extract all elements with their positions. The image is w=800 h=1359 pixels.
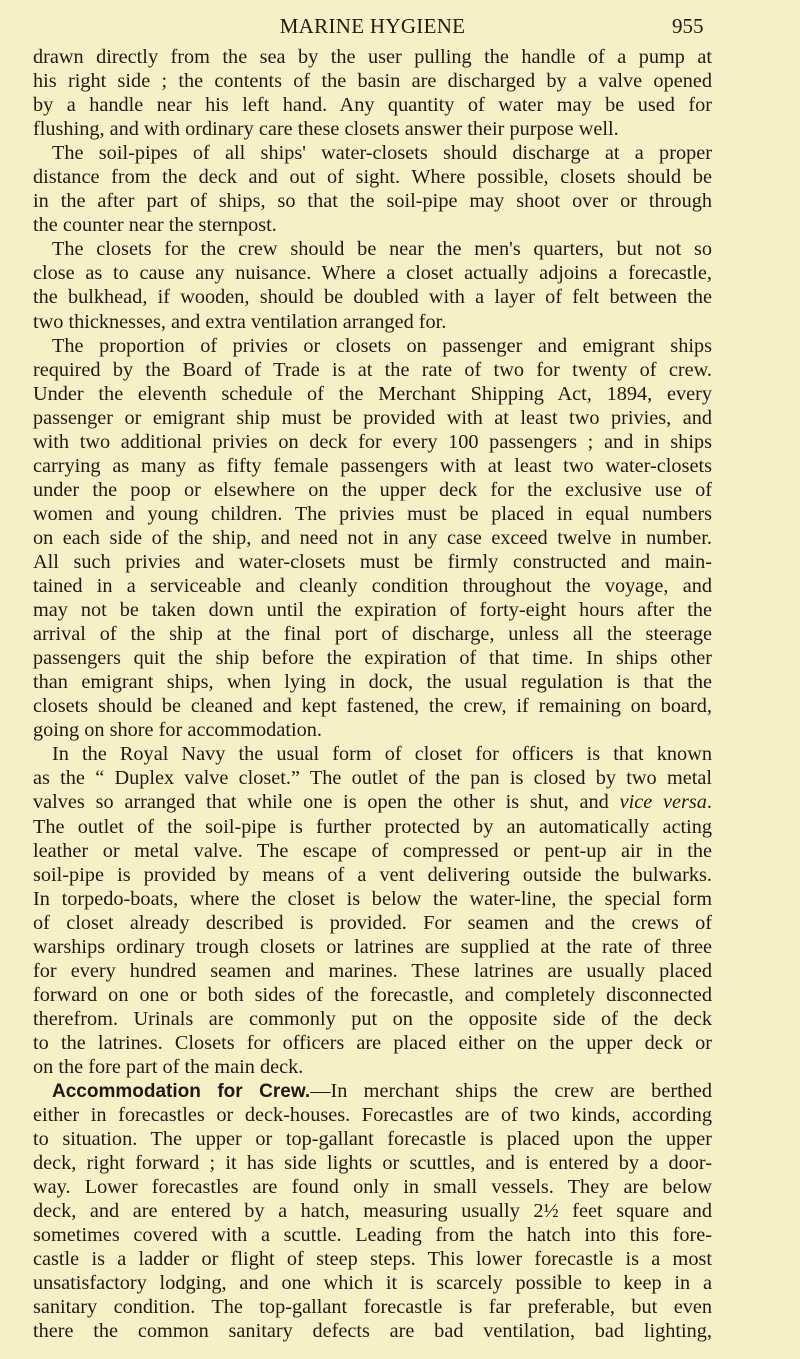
text-line: for every hundred seamen and marines. These latrines are usually placed: [33, 959, 712, 982]
paragraph: [33, 45, 712, 141]
text-line: In the Royal Navy the usual form of closet for officers is that known: [52, 743, 712, 766]
running-title: MARINE HYGIENE: [279, 14, 466, 38]
text-line: deck, right forward ; it has side lights or scuttles, and is entered by a door-: [33, 1152, 712, 1175]
text-line: The outlet of the soil-pipe is further protected by an automatically acting: [33, 815, 712, 838]
text-line: on the fore part of the main deck.: [33, 1055, 304, 1078]
text-line: way. Lower forecastles are found only in small vessels. They are below: [33, 1176, 712, 1199]
italic-text: vice versa: [619, 791, 707, 814]
text-line: sometimes covered with a scuttle. Leading from the hatch into this fore-: [33, 1224, 712, 1247]
text-line: deck, and are entered by a hatch, measuring usually 2½ feet square and: [33, 1200, 712, 1223]
text-line: by a handle near his left hand. Any quantity of water may be used for: [33, 94, 712, 117]
text-line: soil-pipe is provided by means of a vent delivering outside the bulwarks.: [33, 863, 712, 886]
text-line: to situation. The upper or top-gallant forecastle is placed upon the upper: [33, 1128, 712, 1151]
text-line: to the latrines. Closets for officers are placed either on the upper deck or: [33, 1031, 712, 1054]
text-line: In torpedo-boats, where the closet is below the water-line, the special form: [33, 887, 712, 910]
text-line: under the poop or elsewhere on the upper deck for the exclusive use of: [33, 478, 712, 501]
text-line: flushing, and with ordinary care these closets answer their purpose well.: [33, 118, 619, 141]
text-line: may not be taken down until the expiration of forty-eight hours after the: [33, 599, 712, 622]
text-line: The soil-pipes of all ships' water-closets should discharge at a proper: [52, 142, 712, 165]
text-line: on each side of the ship, and need not in any case exceed twelve in number.: [33, 526, 712, 549]
text-line: unsatisfactory lodging, and one which it is scarcely possible to keep in a: [33, 1272, 712, 1295]
paragraph: [33, 237, 712, 333]
text-line: arrival of the ship at the final port of discharge, unless all the steerage: [33, 623, 712, 646]
text-line: his right side ; the contents of the basin are discharged by a valve opened: [33, 70, 712, 93]
text-segment: .: [706, 791, 712, 814]
text-line: two thicknesses, and extra ventilation arranged for.: [33, 310, 447, 333]
text-line: sanitary condition. The top-gallant forecastle is far preferable, but even: [33, 1296, 712, 1319]
paragraph: [33, 1079, 712, 1344]
text-line: passenger or emigrant ship must be provided with at least two privies, and: [33, 406, 712, 429]
text-line: either in forecastles or deck-houses. Forecastles are of two kinds, according: [33, 1104, 712, 1127]
text-line: with two additional privies on deck for every 100 passengers ; and in ships: [33, 430, 712, 453]
section-heading: Accommodation for Crew.: [52, 1081, 311, 1103]
text-line: [33, 790, 712, 814]
text-line: passengers quit the ship before the expiration of that time. In ships other: [33, 647, 712, 670]
text-line: drawn directly from the sea by the user pulling the handle of a pump at: [33, 46, 712, 68]
text-line: close as to cause any nuisance. Where a closet actually adjoins a forecastle,: [33, 262, 712, 285]
text-line: as the “ Duplex valve closet.” The outlet of the pan is closed by two metal: [33, 767, 712, 790]
text-line: tained in a serviceable and cleanly condition throughout the voyage, and: [33, 575, 712, 598]
text-line: going on shore for accommodation.: [33, 719, 322, 742]
text-segment: —In merchant ships the crew are berthed: [310, 1080, 712, 1103]
running-header: [0, 14, 800, 40]
text-line: in the after part of ships, so that the soil-pipe may shoot over or through: [33, 190, 712, 213]
text-line: than emigrant ships, when lying in dock, the usual regulation is that the: [33, 671, 712, 694]
text-line: there the common sanitary defects are bad ventilation, bad lighting,: [33, 1320, 712, 1343]
text-line: warships ordinary trough closets or latrines are supplied at the rate of three: [33, 935, 712, 958]
text-line: the bulkhead, if wooden, should be doubled with a layer of felt between the: [33, 286, 712, 309]
body-text: [33, 45, 712, 1344]
paragraph: [33, 742, 712, 1079]
text-line: The closets for the crew should be near the men's quarters, but not so: [52, 238, 712, 261]
paragraph: [33, 141, 712, 237]
text-line: required by the Board of Trade is at the rate of two for twenty of crew.: [33, 358, 712, 381]
text-segment: valves so arranged that while one is open the other is shut, and: [33, 791, 620, 814]
text-line: distance from the deck and out of sight. Where possible, closets should be: [33, 166, 712, 189]
text-line: [33, 1079, 712, 1103]
page-number: 955: [672, 14, 704, 38]
text-line: All such privies and water-closets must be firmly constructed and main-: [33, 550, 712, 573]
text-line: of closet already described is provided. For seamen and the crews of: [33, 911, 712, 934]
text-line: Under the eleventh schedule of the Merchant Shipping Act, 1894, every: [33, 382, 712, 405]
text-line: leather or metal valve. The escape of compressed or pent-up air in the: [33, 839, 712, 862]
text-line: therefrom. Urinals are commonly put on the opposite side of the deck: [33, 1007, 712, 1030]
text-line: castle is a ladder or flight of steep steps. This lower forecastle is a most: [33, 1248, 712, 1271]
text-line: women and young children. The privies must be placed in equal numbers: [33, 502, 712, 525]
text-line: the counter near the sternpost.: [33, 214, 277, 237]
text-line: carrying as many as fifty female passengers with at least two water-closets: [33, 454, 712, 477]
text-line: The proportion of privies or closets on passenger and emigrant ships: [52, 334, 712, 357]
text-line: forward on one or both sides of the forecastle, and completely disconnected: [33, 983, 712, 1006]
paragraph: [33, 334, 712, 743]
text-line: closets should be cleaned and kept fastened, the crew, if remaining on board,: [33, 695, 712, 718]
